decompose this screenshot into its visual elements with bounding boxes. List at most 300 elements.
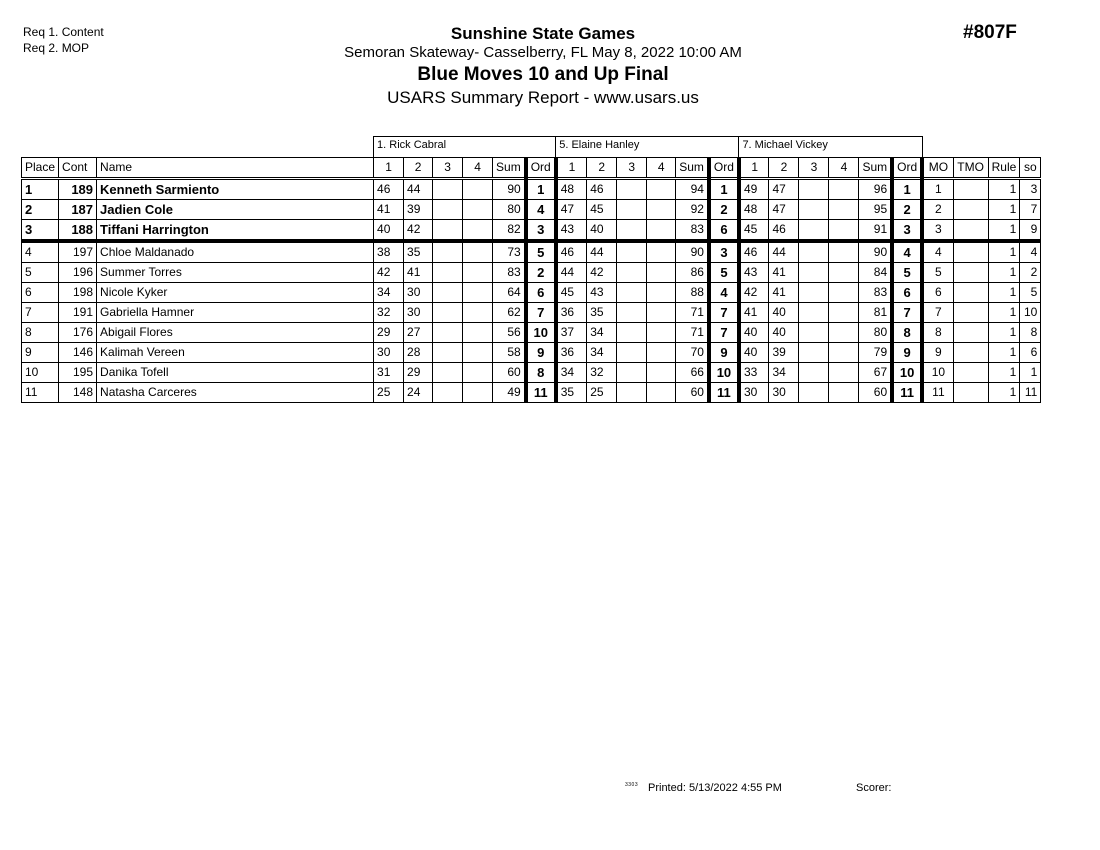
j3-ordinal: 8 bbox=[892, 323, 922, 343]
j3-sum: 91 bbox=[859, 220, 892, 242]
j1-score-2: 30 bbox=[404, 303, 433, 323]
requirement-1: Req 1. Content bbox=[23, 25, 104, 39]
place-cell: 11 bbox=[22, 383, 59, 403]
j3-score-2: 46 bbox=[769, 220, 799, 242]
j1-score-2: 44 bbox=[404, 179, 433, 200]
j2-score-1: 35 bbox=[556, 383, 587, 403]
j1-ordinal: 9 bbox=[526, 343, 556, 363]
judge-3-name: 7. Michael Vickey bbox=[739, 137, 922, 158]
event-number: #807F bbox=[963, 22, 1017, 43]
j1-score-1: 40 bbox=[374, 220, 404, 242]
scorer-label: Scorer: bbox=[856, 782, 892, 794]
j2-sum: 71 bbox=[676, 303, 709, 323]
j2-score-1: 34 bbox=[556, 363, 587, 383]
j3-score-1: 30 bbox=[739, 383, 769, 403]
mo-cell: 10 bbox=[922, 363, 953, 383]
j1-ordinal: 6 bbox=[526, 283, 556, 303]
so-cell: 3 bbox=[1020, 179, 1041, 200]
cont-cell: 198 bbox=[59, 283, 97, 303]
j2-score-3 bbox=[617, 283, 647, 303]
col-j1-ord: Ord bbox=[526, 158, 556, 179]
j3-sum: 80 bbox=[859, 323, 892, 343]
j1-ordinal: 11 bbox=[526, 383, 556, 403]
mo-cell: 3 bbox=[922, 220, 953, 242]
cont-cell: 176 bbox=[59, 323, 97, 343]
j3-score-2: 44 bbox=[769, 241, 799, 263]
j1-ordinal: 2 bbox=[526, 263, 556, 283]
j3-sum: 95 bbox=[859, 200, 892, 220]
j3-ordinal: 1 bbox=[892, 179, 922, 200]
j2-score-3 bbox=[617, 263, 647, 283]
tmo-cell bbox=[953, 303, 988, 323]
results-table bbox=[21, 136, 1041, 403]
j2-score-1: 46 bbox=[556, 241, 587, 263]
judge-2-name: 5. Elaine Hanley bbox=[556, 137, 739, 158]
j1-score-4 bbox=[463, 323, 493, 343]
j3-score-2: 34 bbox=[769, 363, 799, 383]
j1-score-1: 38 bbox=[374, 241, 404, 263]
place-cell: 6 bbox=[22, 283, 59, 303]
name-cell: Abigail Flores bbox=[97, 323, 374, 343]
j3-ordinal: 5 bbox=[892, 263, 922, 283]
j3-score-4 bbox=[829, 179, 859, 200]
j3-score-3 bbox=[799, 343, 829, 363]
col-mo: MO bbox=[922, 158, 953, 179]
j3-score-1: 40 bbox=[739, 323, 769, 343]
j2-score-1: 45 bbox=[556, 283, 587, 303]
j1-score-3 bbox=[433, 179, 463, 200]
j1-ordinal: 7 bbox=[526, 303, 556, 323]
tmo-cell bbox=[953, 200, 988, 220]
rule-cell: 1 bbox=[988, 220, 1020, 242]
j2-score-2: 40 bbox=[587, 220, 617, 242]
j2-ordinal: 7 bbox=[709, 303, 739, 323]
printed-timestamp: Printed: 5/13/2022 4:55 PM bbox=[648, 782, 782, 794]
j3-ordinal: 10 bbox=[892, 363, 922, 383]
j3-score-4 bbox=[829, 263, 859, 283]
mo-cell: 2 bbox=[922, 200, 953, 220]
col-j3-1: 1 bbox=[739, 158, 769, 179]
place-cell: 4 bbox=[22, 241, 59, 263]
j3-sum: 83 bbox=[859, 283, 892, 303]
tmo-cell bbox=[953, 323, 988, 343]
j2-score-4 bbox=[647, 220, 676, 242]
rule-cell: 1 bbox=[988, 200, 1020, 220]
j3-score-3 bbox=[799, 179, 829, 200]
j2-score-1: 37 bbox=[556, 323, 587, 343]
so-cell: 9 bbox=[1020, 220, 1041, 242]
tmo-cell bbox=[953, 241, 988, 263]
rule-cell: 1 bbox=[988, 179, 1020, 200]
j2-ordinal: 10 bbox=[709, 363, 739, 383]
j2-score-2: 32 bbox=[587, 363, 617, 383]
j3-score-1: 49 bbox=[739, 179, 769, 200]
j1-sum: 60 bbox=[493, 363, 526, 383]
j3-score-4 bbox=[829, 283, 859, 303]
so-cell: 10 bbox=[1020, 303, 1041, 323]
col-cont: Cont bbox=[59, 158, 97, 179]
j3-score-4 bbox=[829, 323, 859, 343]
col-name: Name bbox=[97, 158, 374, 179]
col-j2-1: 1 bbox=[556, 158, 587, 179]
j1-score-4 bbox=[463, 263, 493, 283]
j1-ordinal: 1 bbox=[526, 179, 556, 200]
j3-score-3 bbox=[799, 363, 829, 383]
rule-cell: 1 bbox=[988, 323, 1020, 343]
j1-score-3 bbox=[433, 363, 463, 383]
cont-cell: 187 bbox=[59, 200, 97, 220]
j3-score-1: 45 bbox=[739, 220, 769, 242]
mo-cell: 4 bbox=[922, 241, 953, 263]
j1-score-1: 46 bbox=[374, 179, 404, 200]
j2-score-4 bbox=[647, 200, 676, 220]
j1-sum: 80 bbox=[493, 200, 526, 220]
j1-sum: 56 bbox=[493, 323, 526, 343]
j1-score-3 bbox=[433, 323, 463, 343]
mo-cell: 8 bbox=[922, 323, 953, 343]
name-cell: Summer Torres bbox=[97, 263, 374, 283]
table-row bbox=[22, 241, 1041, 263]
name-cell: Tiffani Harrington bbox=[97, 220, 374, 242]
j1-score-2: 24 bbox=[404, 383, 433, 403]
mo-cell: 5 bbox=[922, 263, 953, 283]
j2-ordinal: 1 bbox=[709, 179, 739, 200]
j1-score-2: 29 bbox=[404, 363, 433, 383]
j3-sum: 60 bbox=[859, 383, 892, 403]
j1-score-1: 29 bbox=[374, 323, 404, 343]
j3-ordinal: 2 bbox=[892, 200, 922, 220]
cont-cell: 191 bbox=[59, 303, 97, 323]
tmo-cell bbox=[953, 179, 988, 200]
j2-ordinal: 7 bbox=[709, 323, 739, 343]
cont-cell: 148 bbox=[59, 383, 97, 403]
column-header-row bbox=[22, 158, 1041, 179]
event-title: Blue Moves 10 and Up Final bbox=[417, 64, 669, 85]
j2-score-4 bbox=[647, 363, 676, 383]
col-j1-4: 4 bbox=[463, 158, 493, 179]
so-cell: 6 bbox=[1020, 343, 1041, 363]
j3-score-1: 42 bbox=[739, 283, 769, 303]
j3-sum: 81 bbox=[859, 303, 892, 323]
j3-score-3 bbox=[799, 200, 829, 220]
mo-cell: 6 bbox=[922, 283, 953, 303]
j2-score-4 bbox=[647, 303, 676, 323]
col-j2-3: 3 bbox=[617, 158, 647, 179]
j1-sum: 49 bbox=[493, 383, 526, 403]
j2-score-1: 36 bbox=[556, 343, 587, 363]
j3-score-4 bbox=[829, 220, 859, 242]
tmo-cell bbox=[953, 363, 988, 383]
j2-sum: 94 bbox=[676, 179, 709, 200]
j3-score-4 bbox=[829, 383, 859, 403]
j3-score-4 bbox=[829, 363, 859, 383]
j3-score-1: 43 bbox=[739, 263, 769, 283]
col-j1-2: 2 bbox=[404, 158, 433, 179]
col-place: Place bbox=[22, 158, 59, 179]
j2-score-1: 47 bbox=[556, 200, 587, 220]
j2-sum: 92 bbox=[676, 200, 709, 220]
cont-cell: 197 bbox=[59, 241, 97, 263]
j2-sum: 60 bbox=[676, 383, 709, 403]
mo-cell: 11 bbox=[922, 383, 953, 403]
col-j2-ord: Ord bbox=[709, 158, 739, 179]
j3-score-1: 40 bbox=[739, 343, 769, 363]
cont-cell: 189 bbox=[59, 179, 97, 200]
j1-sum: 62 bbox=[493, 303, 526, 323]
table-row bbox=[22, 363, 1041, 383]
j2-sum: 83 bbox=[676, 220, 709, 242]
j2-score-3 bbox=[617, 343, 647, 363]
meet-name: Sunshine State Games bbox=[450, 24, 636, 43]
j1-score-4 bbox=[463, 383, 493, 403]
j1-score-2: 42 bbox=[404, 220, 433, 242]
j1-sum: 58 bbox=[493, 343, 526, 363]
j2-score-3 bbox=[617, 323, 647, 343]
so-cell: 1 bbox=[1020, 363, 1041, 383]
j1-score-4 bbox=[463, 303, 493, 323]
j1-ordinal: 5 bbox=[526, 241, 556, 263]
j1-score-3 bbox=[433, 343, 463, 363]
j3-score-2: 47 bbox=[769, 200, 799, 220]
j3-sum: 79 bbox=[859, 343, 892, 363]
j2-score-2: 25 bbox=[587, 383, 617, 403]
so-cell: 8 bbox=[1020, 323, 1041, 343]
name-cell: Natasha Carceres bbox=[97, 383, 374, 403]
tmo-cell bbox=[953, 383, 988, 403]
j1-sum: 90 bbox=[493, 179, 526, 200]
j2-sum: 70 bbox=[676, 343, 709, 363]
j1-score-4 bbox=[463, 220, 493, 242]
place-cell: 2 bbox=[22, 200, 59, 220]
j2-ordinal: 9 bbox=[709, 343, 739, 363]
report-header bbox=[300, 24, 786, 109]
j2-score-3 bbox=[617, 200, 647, 220]
j1-score-2: 41 bbox=[404, 263, 433, 283]
j1-score-3 bbox=[433, 200, 463, 220]
j2-score-2: 46 bbox=[587, 179, 617, 200]
so-cell: 11 bbox=[1020, 383, 1041, 403]
j1-score-3 bbox=[433, 283, 463, 303]
j3-score-3 bbox=[799, 283, 829, 303]
rule-cell: 1 bbox=[988, 241, 1020, 263]
rule-cell: 1 bbox=[988, 383, 1020, 403]
j3-score-4 bbox=[829, 241, 859, 263]
j2-score-4 bbox=[647, 179, 676, 200]
j2-sum: 71 bbox=[676, 323, 709, 343]
j1-score-3 bbox=[433, 303, 463, 323]
j3-score-2: 30 bbox=[769, 383, 799, 403]
j2-score-3 bbox=[617, 383, 647, 403]
place-cell: 10 bbox=[22, 363, 59, 383]
cont-cell: 146 bbox=[59, 343, 97, 363]
j2-score-4 bbox=[647, 343, 676, 363]
table-row bbox=[22, 220, 1041, 242]
j1-score-2: 27 bbox=[404, 323, 433, 343]
j2-score-4 bbox=[647, 263, 676, 283]
tmo-cell bbox=[953, 263, 988, 283]
name-cell: Jadien Cole bbox=[97, 200, 374, 220]
j3-score-1: 48 bbox=[739, 200, 769, 220]
j1-score-1: 30 bbox=[374, 343, 404, 363]
j1-score-3 bbox=[433, 383, 463, 403]
j2-score-1: 44 bbox=[556, 263, 587, 283]
place-cell: 8 bbox=[22, 323, 59, 343]
j3-ordinal: 7 bbox=[892, 303, 922, 323]
cont-cell: 188 bbox=[59, 220, 97, 242]
j2-score-4 bbox=[647, 383, 676, 403]
j2-score-2: 44 bbox=[587, 241, 617, 263]
j1-score-2: 35 bbox=[404, 241, 433, 263]
judge-1-name: 1. Rick Cabral bbox=[374, 137, 556, 158]
col-j3-2: 2 bbox=[769, 158, 799, 179]
j3-score-3 bbox=[799, 323, 829, 343]
place-cell: 5 bbox=[22, 263, 59, 283]
j1-score-4 bbox=[463, 363, 493, 383]
mo-cell: 7 bbox=[922, 303, 953, 323]
j1-sum: 83 bbox=[493, 263, 526, 283]
j2-score-2: 35 bbox=[587, 303, 617, 323]
j3-score-4 bbox=[829, 200, 859, 220]
j3-score-1: 46 bbox=[739, 241, 769, 263]
so-cell: 4 bbox=[1020, 241, 1041, 263]
mo-cell: 1 bbox=[922, 179, 953, 200]
j1-score-4 bbox=[463, 179, 493, 200]
j2-sum: 66 bbox=[676, 363, 709, 383]
j1-ordinal: 3 bbox=[526, 220, 556, 242]
cont-cell: 195 bbox=[59, 363, 97, 383]
j3-score-1: 33 bbox=[739, 363, 769, 383]
j3-ordinal: 4 bbox=[892, 241, 922, 263]
rule-cell: 1 bbox=[988, 303, 1020, 323]
j1-score-2: 39 bbox=[404, 200, 433, 220]
place-cell: 7 bbox=[22, 303, 59, 323]
j2-ordinal: 3 bbox=[709, 241, 739, 263]
j2-score-3 bbox=[617, 363, 647, 383]
j3-score-2: 39 bbox=[769, 343, 799, 363]
j1-score-1: 32 bbox=[374, 303, 404, 323]
name-cell: Danika Tofell bbox=[97, 363, 374, 383]
so-cell: 7 bbox=[1020, 200, 1041, 220]
j1-score-3 bbox=[433, 241, 463, 263]
j2-score-1: 43 bbox=[556, 220, 587, 242]
name-cell: Kalimah Vereen bbox=[97, 343, 374, 363]
j3-score-3 bbox=[799, 383, 829, 403]
j2-score-3 bbox=[617, 303, 647, 323]
mo-cell: 9 bbox=[922, 343, 953, 363]
table-row bbox=[22, 343, 1041, 363]
j2-score-3 bbox=[617, 241, 647, 263]
col-j2-4: 4 bbox=[647, 158, 676, 179]
col-tmo: TMO bbox=[953, 158, 988, 179]
j2-score-2: 45 bbox=[587, 200, 617, 220]
table-row bbox=[22, 323, 1041, 343]
j1-score-1: 41 bbox=[374, 200, 404, 220]
name-cell: Chloe Maldanado bbox=[97, 241, 374, 263]
j1-sum: 64 bbox=[493, 283, 526, 303]
j1-score-4 bbox=[463, 200, 493, 220]
j2-sum: 88 bbox=[676, 283, 709, 303]
j3-score-4 bbox=[829, 303, 859, 323]
j2-ordinal: 4 bbox=[709, 283, 739, 303]
j1-score-4 bbox=[463, 241, 493, 263]
j3-score-3 bbox=[799, 303, 829, 323]
j1-ordinal: 4 bbox=[526, 200, 556, 220]
report-title: USARS Summary Report - www.usars.us bbox=[387, 88, 699, 107]
col-j3-ord: Ord bbox=[892, 158, 922, 179]
j3-ordinal: 3 bbox=[892, 220, 922, 242]
j1-score-2: 28 bbox=[404, 343, 433, 363]
table-row bbox=[22, 283, 1041, 303]
table-row bbox=[22, 383, 1041, 403]
j2-score-2: 43 bbox=[587, 283, 617, 303]
j1-score-1: 42 bbox=[374, 263, 404, 283]
j3-score-1: 41 bbox=[739, 303, 769, 323]
place-cell: 1 bbox=[22, 179, 59, 200]
j2-score-2: 34 bbox=[587, 343, 617, 363]
j3-score-2: 41 bbox=[769, 263, 799, 283]
j2-ordinal: 2 bbox=[709, 200, 739, 220]
j1-score-1: 31 bbox=[374, 363, 404, 383]
j2-score-1: 36 bbox=[556, 303, 587, 323]
j3-ordinal: 6 bbox=[892, 283, 922, 303]
j2-ordinal: 11 bbox=[709, 383, 739, 403]
table-row bbox=[22, 200, 1041, 220]
j2-score-4 bbox=[647, 323, 676, 343]
col-j1-sum: Sum bbox=[493, 158, 526, 179]
col-j1-3: 3 bbox=[433, 158, 463, 179]
j1-score-1: 34 bbox=[374, 283, 404, 303]
j2-score-4 bbox=[647, 241, 676, 263]
j3-sum: 84 bbox=[859, 263, 892, 283]
j2-score-1: 48 bbox=[556, 179, 587, 200]
j3-ordinal: 9 bbox=[892, 343, 922, 363]
table-row bbox=[22, 303, 1041, 323]
col-so: so bbox=[1020, 158, 1041, 179]
j2-sum: 86 bbox=[676, 263, 709, 283]
j3-score-2: 47 bbox=[769, 179, 799, 200]
j3-score-4 bbox=[829, 343, 859, 363]
j1-ordinal: 10 bbox=[526, 323, 556, 343]
j3-sum: 90 bbox=[859, 241, 892, 263]
tmo-cell bbox=[953, 343, 988, 363]
j2-score-3 bbox=[617, 220, 647, 242]
j1-score-4 bbox=[463, 343, 493, 363]
tmo-cell bbox=[953, 283, 988, 303]
rule-cell: 1 bbox=[988, 263, 1020, 283]
j2-sum: 90 bbox=[676, 241, 709, 263]
j2-score-3 bbox=[617, 179, 647, 200]
j2-ordinal: 6 bbox=[709, 220, 739, 242]
so-cell: 5 bbox=[1020, 283, 1041, 303]
j3-score-2: 40 bbox=[769, 303, 799, 323]
col-j2-2: 2 bbox=[587, 158, 617, 179]
rule-cell: 1 bbox=[988, 343, 1020, 363]
j1-sum: 73 bbox=[493, 241, 526, 263]
j2-score-2: 42 bbox=[587, 263, 617, 283]
name-cell: Kenneth Sarmiento bbox=[97, 179, 374, 200]
j2-score-4 bbox=[647, 283, 676, 303]
tmo-cell bbox=[953, 220, 988, 242]
j1-score-3 bbox=[433, 220, 463, 242]
rule-cell: 1 bbox=[988, 363, 1020, 383]
report-code: 3303 bbox=[625, 782, 639, 788]
col-j3-sum: Sum bbox=[859, 158, 892, 179]
name-cell: Nicole Kyker bbox=[97, 283, 374, 303]
col-j1-1: 1 bbox=[374, 158, 404, 179]
j3-score-3 bbox=[799, 263, 829, 283]
j1-score-3 bbox=[433, 263, 463, 283]
j1-sum: 82 bbox=[493, 220, 526, 242]
